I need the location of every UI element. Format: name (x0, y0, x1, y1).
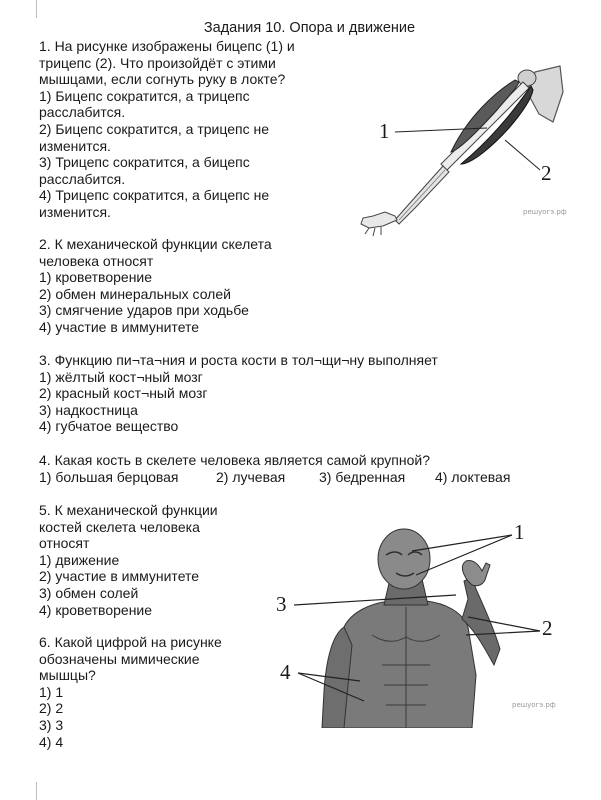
answer-option: 4) кроветворение (39, 601, 153, 618)
answer-option: 1) кроветворение (39, 269, 153, 286)
answer-option: 4) губчатое вещество (39, 418, 179, 435)
question-5 (39, 502, 218, 618)
answer-option: 2) 2 (39, 700, 64, 717)
answer-option: 1) большая берцовая (39, 468, 179, 485)
arm-muscles-figure (355, 52, 580, 242)
question-6-line: мышцы? (39, 667, 96, 684)
answer-option: 4) участие в иммунитете (39, 318, 200, 335)
answer-option: 2) обмен минеральных солей (39, 285, 231, 302)
question-1-line: трицепс (2). Что произойдёт с этими (39, 54, 276, 71)
watermark: решуогэ.рф (523, 208, 567, 216)
head-shape (378, 529, 430, 589)
question-5-line: 5. К механической функции (39, 502, 218, 518)
watermark: решуогэ.рф (512, 701, 556, 709)
answer-row (39, 469, 510, 486)
answer-option: 1) Бицепс сократится, а трицепс (39, 87, 250, 104)
answer-option-cont: расслабится. (39, 170, 126, 187)
answer-option: 2) лучевая (216, 468, 286, 485)
question-4-line: 4. Какая кость в скелете человека является самой крупной? (39, 452, 430, 468)
question-2-line: 2. К механической функции скелета (39, 236, 272, 252)
answer-option: 3) 3 (39, 716, 64, 733)
answer-option: 2) красный кост¬ный мозг (39, 385, 208, 402)
hand-bones (361, 212, 397, 228)
answer-option: 3) смягчение ударов при ходьбе (39, 302, 249, 319)
answer-option: 4) 4 (39, 733, 64, 750)
figure-label-1: 1 (379, 119, 390, 143)
answer-option-cont: изменится. (39, 203, 111, 220)
page-title: Задания 10. Опора и движение (203, 20, 416, 36)
figure-label-3: 3 (276, 592, 287, 616)
pointer-line-2 (505, 140, 540, 170)
crop-mark-top (36, 0, 37, 18)
answer-option: 1) 1 (39, 683, 64, 700)
answer-option: 1) движение (39, 551, 120, 568)
figure-label-1: 1 (514, 520, 525, 544)
figure-label-2: 2 (541, 161, 552, 185)
answer-option-cont: расслабится. (39, 104, 126, 121)
finger-lines (365, 227, 381, 236)
crop-mark-bottom (36, 782, 37, 800)
question-6 (39, 634, 222, 750)
answer-option: 4) Трицепс сократится, а бицепс не (39, 187, 270, 204)
question-3 (39, 352, 438, 435)
question-6-line: обозначены мимические (39, 650, 200, 667)
answer-option: 3) надкостница (39, 401, 138, 418)
answer-option: 3) Трицепс сократится, а бицепс (39, 154, 250, 171)
figure-label-4: 4 (280, 660, 291, 684)
body-muscles-figure (272, 515, 572, 728)
figure-label-2: 2 (542, 616, 553, 640)
answer-option: 3) обмен солей (39, 584, 139, 601)
radius-line (399, 170, 445, 220)
pointer-line-1a (412, 535, 512, 551)
question-6-line: 6. Какой цифрой на рисунке (39, 634, 222, 650)
answer-option: 2) Бицепс сократится, а трицепс не (39, 120, 269, 137)
question-4 (39, 452, 510, 485)
answer-option-cont: изменится. (39, 137, 111, 154)
answer-option: 2) участие в иммунитете (39, 568, 200, 585)
question-3-line: 3. Функцию пи¬та¬ния и роста кости в тол¬щи¬ну выполняет (39, 352, 438, 368)
question-2-line: человека относят (39, 252, 154, 269)
question-5-line: относят (39, 535, 90, 552)
question-2 (39, 236, 272, 336)
answer-option: 1) жёлтый кост¬ный мозг (39, 368, 203, 385)
humerus-bone (441, 82, 529, 170)
question-1-line: мышцами, если согнуть руку в локте? (39, 71, 286, 88)
question-5-line: костей скелета человека (39, 518, 200, 535)
question-1 (39, 38, 295, 221)
answer-option: 3) бедренная (319, 468, 406, 485)
answer-option: 4) локтевая (435, 468, 511, 485)
question-1-line: 1. На рисунке изображены бицепс (1) и (39, 38, 295, 54)
